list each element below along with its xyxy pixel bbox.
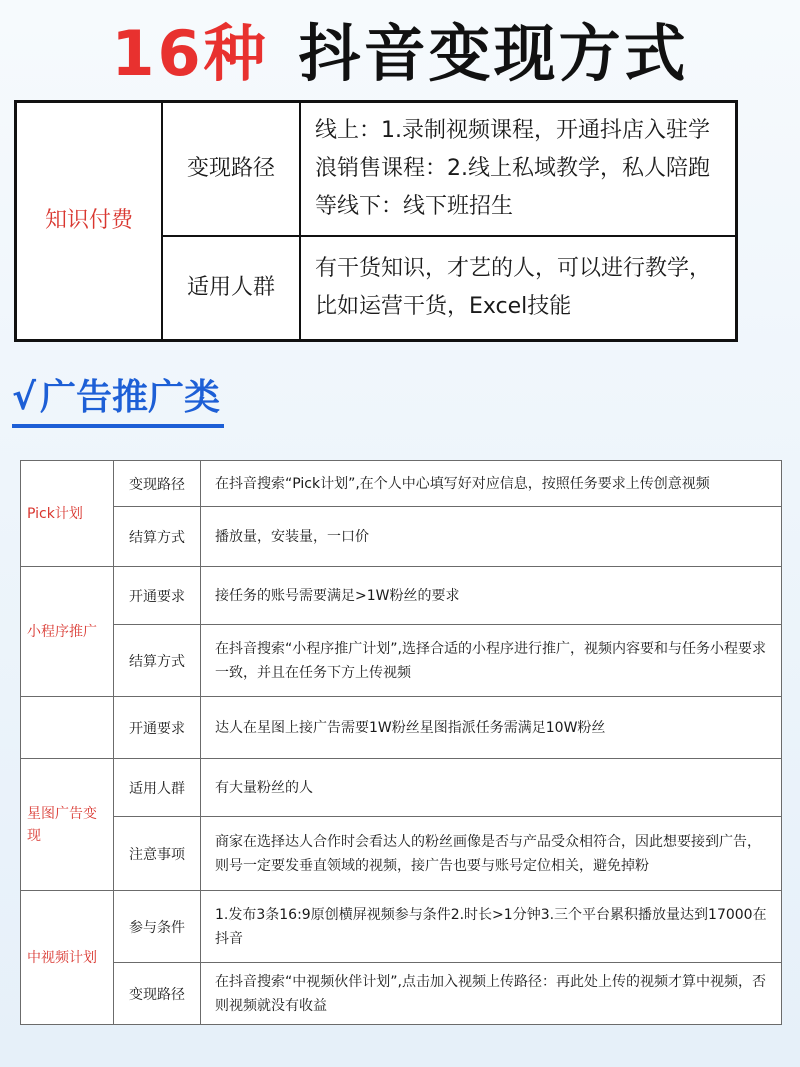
row-label: 变现路径 (162, 102, 300, 237)
row-label: 注意事项 (114, 817, 201, 891)
title-text: 抖音变现方式 (298, 17, 689, 90)
table-row (21, 817, 782, 891)
ads-table (20, 460, 782, 1025)
table-row (21, 697, 782, 759)
row-label: 适用人群 (162, 236, 300, 341)
table-row (21, 891, 782, 963)
row-label: 参与条件 (114, 891, 201, 963)
category-star: 星图广告变现 (21, 759, 114, 891)
row-content: 1.发布3条16:9原创横屏视频参与条件2.时长>1分钟3.三个平台累积播放量达到17000在抖音 (201, 891, 782, 963)
row-content: 在抖音搜索“中视频伙伴计划”,点击加入视频上传路径：再此处上传的视频才算中视频，否则视频就没有收益 (201, 963, 782, 1025)
row-content: 有干货知识，才艺的人，可以进行教学，比如运营干货，Excel技能 (300, 236, 737, 341)
row-label: 变现路径 (114, 461, 201, 507)
row-content: 有大量粉丝的人 (201, 759, 782, 817)
row-label: 结算方式 (114, 625, 201, 697)
table-row (21, 507, 782, 567)
table-row (21, 759, 782, 817)
row-label: 适用人群 (114, 759, 201, 817)
category-knowledge: 知识付费 (16, 102, 163, 341)
table-row (21, 567, 782, 625)
row-label: 变现路径 (114, 963, 201, 1025)
check-icon: √ (12, 377, 37, 418)
table-row (16, 102, 737, 237)
row-label: 结算方式 (114, 507, 201, 567)
section-title: 广告推广类 (40, 377, 221, 418)
row-content: 播放量，安装量，一口价 (201, 507, 782, 567)
row-label: 开通要求 (114, 567, 201, 625)
page-title (0, 14, 800, 94)
table-row (21, 625, 782, 697)
category-mini-program: 小程序推广 (21, 567, 114, 697)
row-content: 线上：1.录制视频课程，开通抖店入驻学浪销售课程：2.线上私域教学，私人陪跑等线下：线下班招生 (300, 102, 737, 237)
section-heading (12, 372, 224, 428)
title-number: 16种 (111, 17, 269, 90)
row-content: 在抖音搜索“Pick计划”,在个人中心填写好对应信息，按照任务要求上传创意视频 (201, 461, 782, 507)
knowledge-table (14, 100, 738, 342)
row-content: 接任务的账号需要满足>1W粉丝的要求 (201, 567, 782, 625)
row-content: 达人在星图上接广告需要1W粉丝星图指派任务需满足10W粉丝 (201, 697, 782, 759)
table-row (21, 461, 782, 507)
row-label: 开通要求 (114, 697, 201, 759)
category-empty (21, 697, 114, 759)
category-pick: Pick计划 (21, 461, 114, 567)
row-content: 在抖音搜索“小程序推广计划”,选择合适的小程序进行推广，视频内容要和与任务小程要求一致，并且在任务下方上传视频 (201, 625, 782, 697)
category-mid-video: 中视频计划 (21, 891, 114, 1025)
row-content: 商家在选择达人合作时会看达人的粉丝画像是否与产品受众相符合，因此想要接到广告，则号一定要发垂直领域的视频，接广告也要与账号定位相关，避免掉粉 (201, 817, 782, 891)
table-row (21, 963, 782, 1025)
